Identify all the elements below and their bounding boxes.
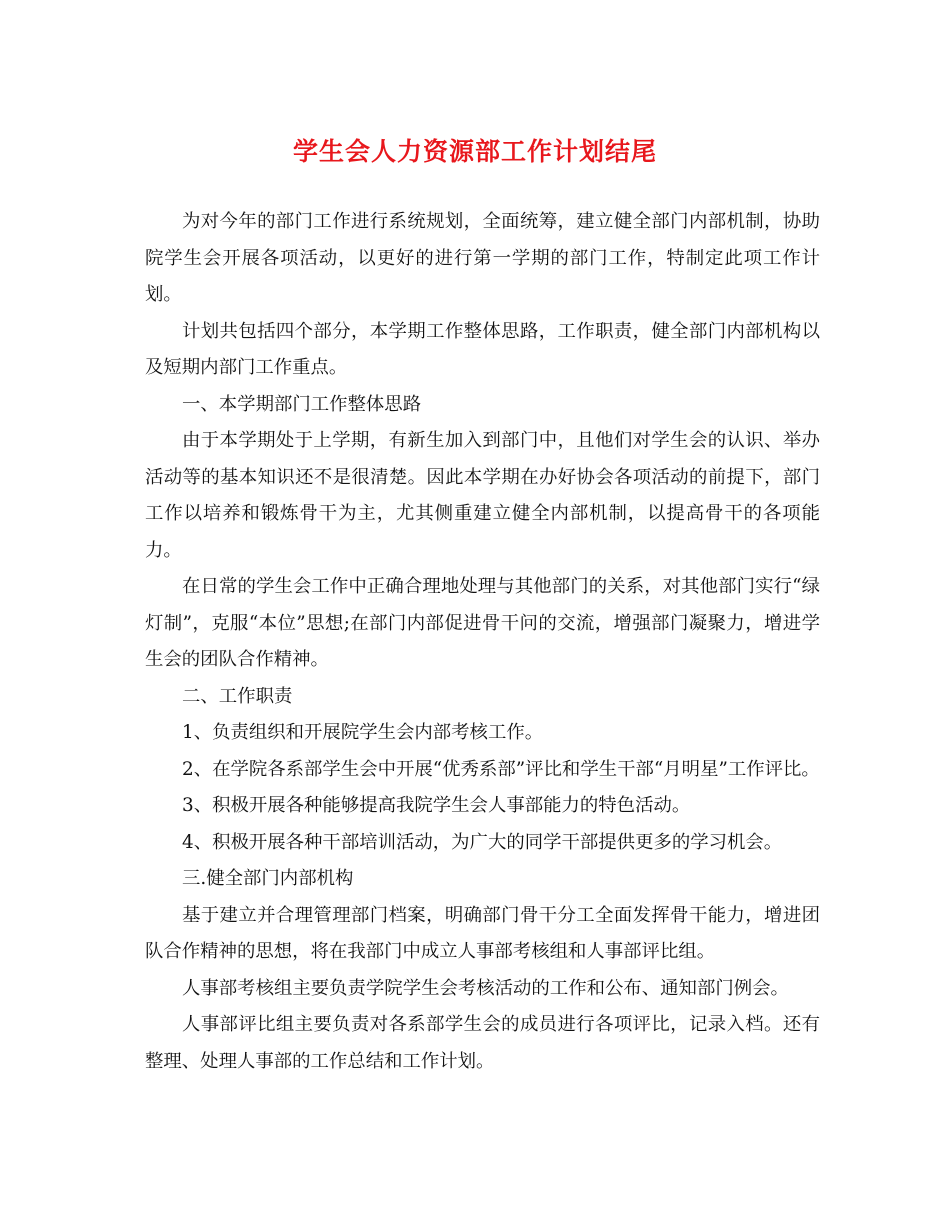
section-heading-2: 二、工作职责 — [182, 685, 293, 707]
paragraph-section-1b: 在日常的学生会工作中正确合理地处理与其他部门的关系，对其他部门实行“绿灯制”，克服“本位”思想;在部门内部促进骨干问的交流，增强部门凝聚力，增进学生会的团队合作精神。 — [145, 576, 820, 670]
document-body — [145, 204, 820, 1080]
duty-item-2: 2、在学院各系部学生会中开展“优秀系部”评比和学生干部“月明星”工作评比。 — [182, 758, 820, 780]
duty-item-3: 3、积极开展各种能够提高我院学生会人事部能力的特色活动。 — [182, 795, 691, 816]
paragraph-section-3c: 人事部评比组主要负责对各系部学生会的成员进行各项评比，记录入档。还有整理、处理人事部的工作总结和工作计划。 — [145, 1014, 820, 1072]
paragraph-intro: 为对今年的部门工作进行系统规划，全面统筹，建立健全部门内部机制，协助院学生会开展各项活动，以更好的进行第一学期的部门工作，特制定此项工作计划。 — [145, 211, 820, 305]
paragraph-overview: 计划共包括四个部分，本学期工作整体思路，工作职责，健全部门内部机构以及短期内部门工作重点。 — [145, 320, 820, 378]
document-title: 学生会人力资源部工作计划结尾 — [292, 137, 657, 166]
paragraph-section-3a: 基于建立并合理管理部门档案，明确部门骨干分工全面发挥骨干能力，增进团队合作精神的思想，将在我部门中成立人事部考核组和人事部评比组。 — [145, 904, 820, 962]
duty-item-1: 1、负责组织和开展院学生会内部考核工作。 — [182, 722, 544, 743]
section-heading-3: 三.健全部门内部机构 — [182, 868, 354, 889]
section-heading-1: 一、本学期部门工作整体思路 — [182, 393, 422, 415]
paragraph-section-3b: 人事部考核组主要负责学院学生会考核活动的工作和公布、通知部门例会。 — [182, 977, 789, 999]
duty-item-4: 4、积极开展各种干部培训活动，为广大的同学干部提供更多的学习机会。 — [182, 831, 783, 853]
paragraph-section-1a: 由于本学期处于上学期，有新生加入到部门中，且他们对学生会的认识、举办活动等的基本知识还不是很清楚。因此本学期在办好协会各项活动的前提下，部门工作以培养和锻炼骨干为主，尤其侧重建立健全内部机制，以提高骨干的各项能力。 — [145, 430, 820, 561]
